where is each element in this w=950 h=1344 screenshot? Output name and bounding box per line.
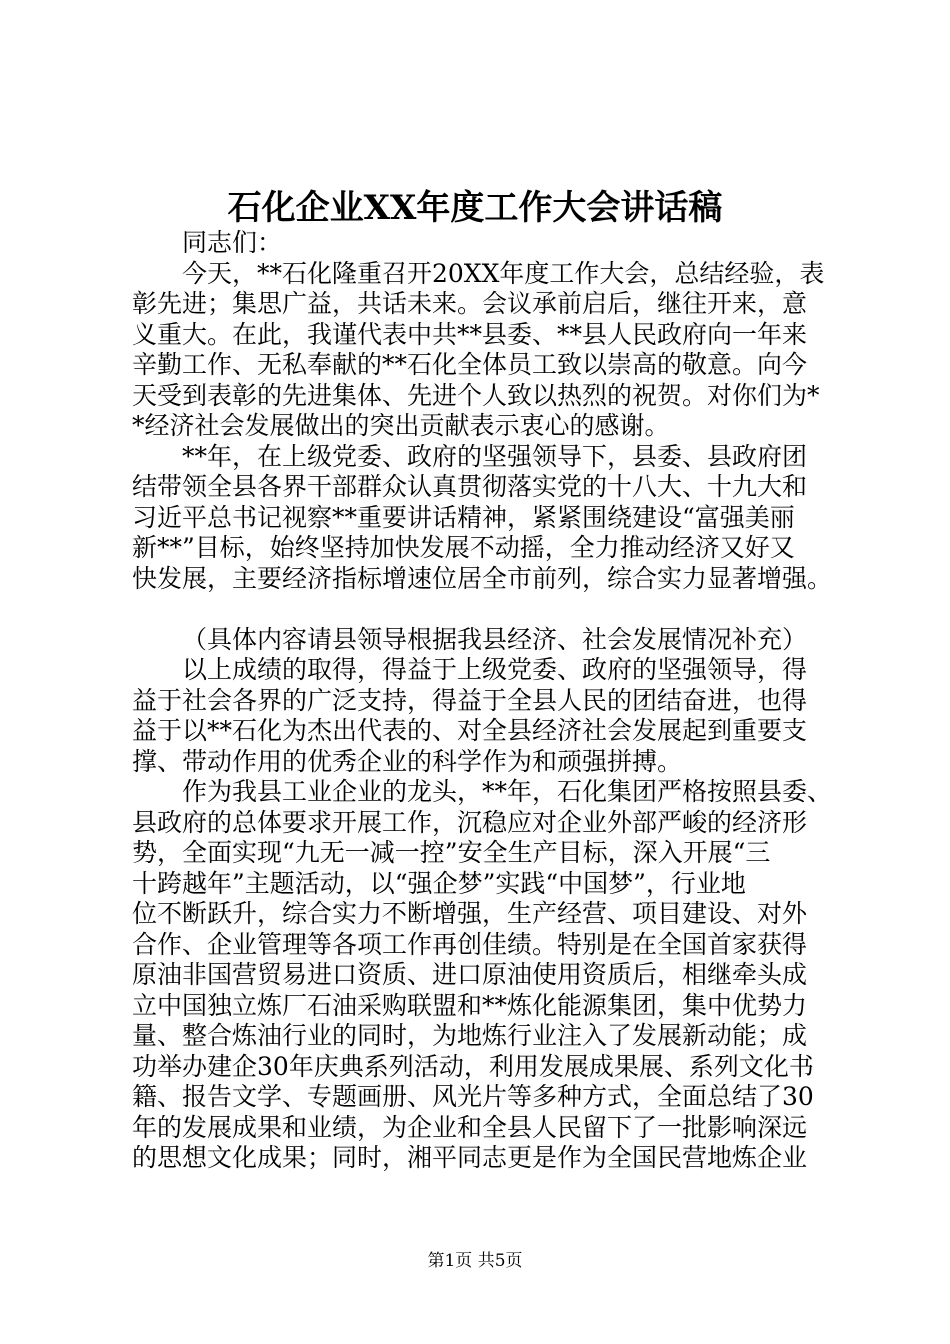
text-line: 益于以**石化为杰出代表的、对全县经济社会发展起到重要支 [132, 716, 808, 745]
text-line: （具体内容请县领导根据我县经济、社会发展情况补充） [182, 624, 808, 654]
text-line: 同志们： [182, 228, 283, 257]
text-line: 势，全面实现“九无一减一控”安全生产目标，深入开展“三 [132, 838, 771, 867]
text-line: 年的发展成果和业绩，为企业和全县人民留下了一批影响深远 [132, 1112, 808, 1142]
text-line [132, 594, 850, 625]
text-line: 今天，**石化隆重召开20XX年度工作大会，总结经验，表 [182, 258, 825, 288]
document-title: 石化企业XX年度工作大会讲话稿 [227, 188, 723, 228]
text-line: 作为我县工业企业的龙头，**年，石化集团严格按照县委、 [182, 777, 833, 806]
page-footer: 第1页 共5页 [427, 1251, 523, 1271]
text-line: **年，在上级党委、政府的坚强领导下，县委、县政府团 [182, 441, 808, 471]
text-line: 籍、报告文学、专题画册、风光片等多种方式，全面总结了30 [132, 1082, 814, 1111]
text-line: 新**”目标，始终坚持加快发展不动摇，全力推动经济又好又 [132, 533, 795, 562]
text-line: 以上成绩的取得，得益于上级党委、政府的坚强领导，得 [182, 655, 808, 684]
text-line: 天受到表彰的先进集体、先进个人致以热烈的祝贺。对你们为* [132, 380, 820, 410]
text-line: 县政府的总体要求开展工作，沉稳应对企业外部严峻的经济形 [132, 807, 808, 837]
text-line: 习近平总书记视察**重要讲话精神，紧紧围绕建设“富强美丽 [132, 502, 795, 532]
text-line: 立中国独立炼厂石油采购联盟和**炼化能源集团，集中优势力 [132, 990, 808, 1020]
text-line: 功举办建企30年庆典系列活动，利用发展成果展、系列文化书 [132, 1051, 814, 1081]
text-line: 辛勤工作、无私奉献的**石化全体员工致以崇高的敬意。向今 [132, 350, 808, 379]
text-line: 义重大。在此，我谨代表中共**县委、**县人民政府向一年来 [132, 319, 808, 349]
text-line: 原油非国营贸易进口资质、进口原油使用资质后，相继牵头成 [132, 960, 808, 989]
text-line: 十跨越年”主题活动，以“强企梦”实践“中国梦”，行业地 [132, 868, 746, 898]
text-line: 的思想文化成果；同时，湘平同志更是作为全国民营地炼企业 [132, 1143, 808, 1172]
text-line: 合作、企业管理等各项工作再创佳绩。特别是在全国首家获得 [132, 929, 808, 959]
text-line: *经济社会发展做出的突出贡献表示衷心的感谢。 [132, 411, 670, 440]
document-body [132, 228, 850, 1174]
text-line: 结带领全县各界干部群众认真贯彻落实党的十八大、十九大和 [132, 472, 808, 501]
text-line: 量、整合炼油行业的同时，为地炼行业注入了发展新动能；成 [132, 1021, 808, 1050]
text-line: 彰先进；集思广益，共话未来。会议承前启后，继往开来，意 [132, 289, 808, 318]
text-line: 益于社会各界的广泛支持，得益于全县人民的团结奋进，也得 [132, 685, 808, 715]
text-line: 快发展，主要经济指标增速位居全市前列，综合实力显著增强。 [132, 563, 833, 593]
text-line: 撑、带动作用的优秀企业的科学作为和顽强拼搏。 [132, 746, 683, 776]
text-line: 位不断跃升，综合实力不断增强，生产经营、项目建设、对外 [132, 899, 808, 928]
